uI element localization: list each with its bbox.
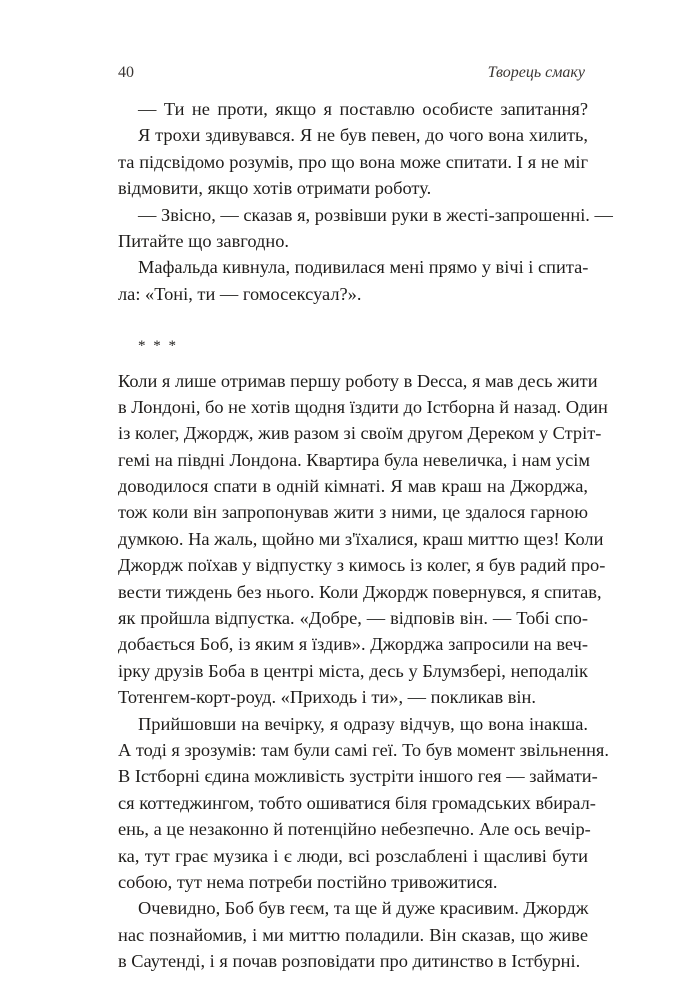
text-line: Я трохи здивувався. Я не був певен, до чого вона хилить, xyxy=(138,125,588,146)
text-line: ка, тут грає музика і є люди, всі розслаблені і щасливі бути xyxy=(118,845,588,866)
text-line: гемі на півдні Лондона. Квартира була невеличка, і нам усім xyxy=(118,449,591,470)
text-line: вести тиждень без нього. Коли Джордж повернувся, я спитав, xyxy=(118,581,602,602)
text-line: Тотенгем-корт-роуд. «Приходь і ти», — покликав він. xyxy=(118,687,536,708)
section-gap xyxy=(118,307,588,333)
text-line: ла: «Тоні, ти — гомосексуал?». xyxy=(118,283,362,304)
body-text xyxy=(118,96,613,975)
text-line: Коли я лише отримав першу роботу в Decca, я мав десь жити xyxy=(118,370,598,391)
text-line: в Лондоні, бо не хотів щодня їздити до Істборна й назад. Один xyxy=(118,396,608,417)
page-header xyxy=(118,64,585,86)
text-line: та підсвідомо розумів, про що вона може спитати. І я не міг xyxy=(118,151,588,172)
text-line: ся коттеджингом, тобто ошиватися біля громадських вбирал- xyxy=(118,792,596,813)
text-line: В Істборні єдина можливість зустріти іншого гея — займати- xyxy=(118,766,598,787)
text-line: Очевидно, Боб був геєм, та ще й дуже красивим. Джордж xyxy=(138,898,589,919)
text-line: Джордж поїхав у відпустку з кимось із колег, я був радий про- xyxy=(118,555,606,576)
page-number: 40 xyxy=(118,64,134,81)
text-line: доводилося спати в одній кімнаті. Я мав краш на Джорджа, xyxy=(118,476,588,497)
text-line: собою, тут нема потреби постійно тривожитися. xyxy=(118,871,498,892)
text-line: добається Боб, із яким я їздив». Джорджа запросили на веч- xyxy=(118,634,588,655)
text-line: Прийшовши на вечірку, я одразу відчув, що вона інакша. xyxy=(138,713,588,734)
text-line: думкою. На жаль, щойно ми з'їхалися, краш миттю щез! Коли xyxy=(118,528,604,549)
text-line: тож коли він запропонував жити з ними, це здалося гарною xyxy=(118,502,588,523)
running-title: Творець смаку xyxy=(487,64,585,81)
text-line: — Звісно, — сказав я, розвівши руки в жесті-запрошенні. — xyxy=(138,204,613,225)
text-line: ірку друзів Боба в центрі міста, десь у Блумзбері, неподалік xyxy=(118,660,588,681)
section-separator: * * * xyxy=(138,338,178,355)
text-line: із колег, Джордж, жив разом зі своїм другом Дереком у Стріт- xyxy=(118,423,602,444)
text-line: відмовити, якщо хотів отримати роботу. xyxy=(118,178,432,199)
text-line: — Ти не проти, якщо я поставлю особисте запитання? xyxy=(138,99,588,119)
text-line: Мафальда кивнула, подивилася мені прямо у вічі і спита- xyxy=(138,257,589,278)
text-line: А тоді я зрозумів: там були самі геї. То був момент звільнення. xyxy=(118,739,609,760)
text-line: ень, а це незаконно й потенційно небезпечно. Але ось вечір- xyxy=(118,819,591,840)
text-line: нас познайомив, і ми миттю поладили. Він сказав, що живе xyxy=(118,924,588,945)
text-line: як пройшла відпустка. «Добре, — відповів він. — Тобі спо- xyxy=(118,608,588,629)
separator-gap xyxy=(118,360,588,368)
text-line: Питайте що завгодно. xyxy=(118,230,289,251)
text-line: в Саутенді, і я почав розповідати про дитинство в Істбурні. xyxy=(118,951,581,972)
